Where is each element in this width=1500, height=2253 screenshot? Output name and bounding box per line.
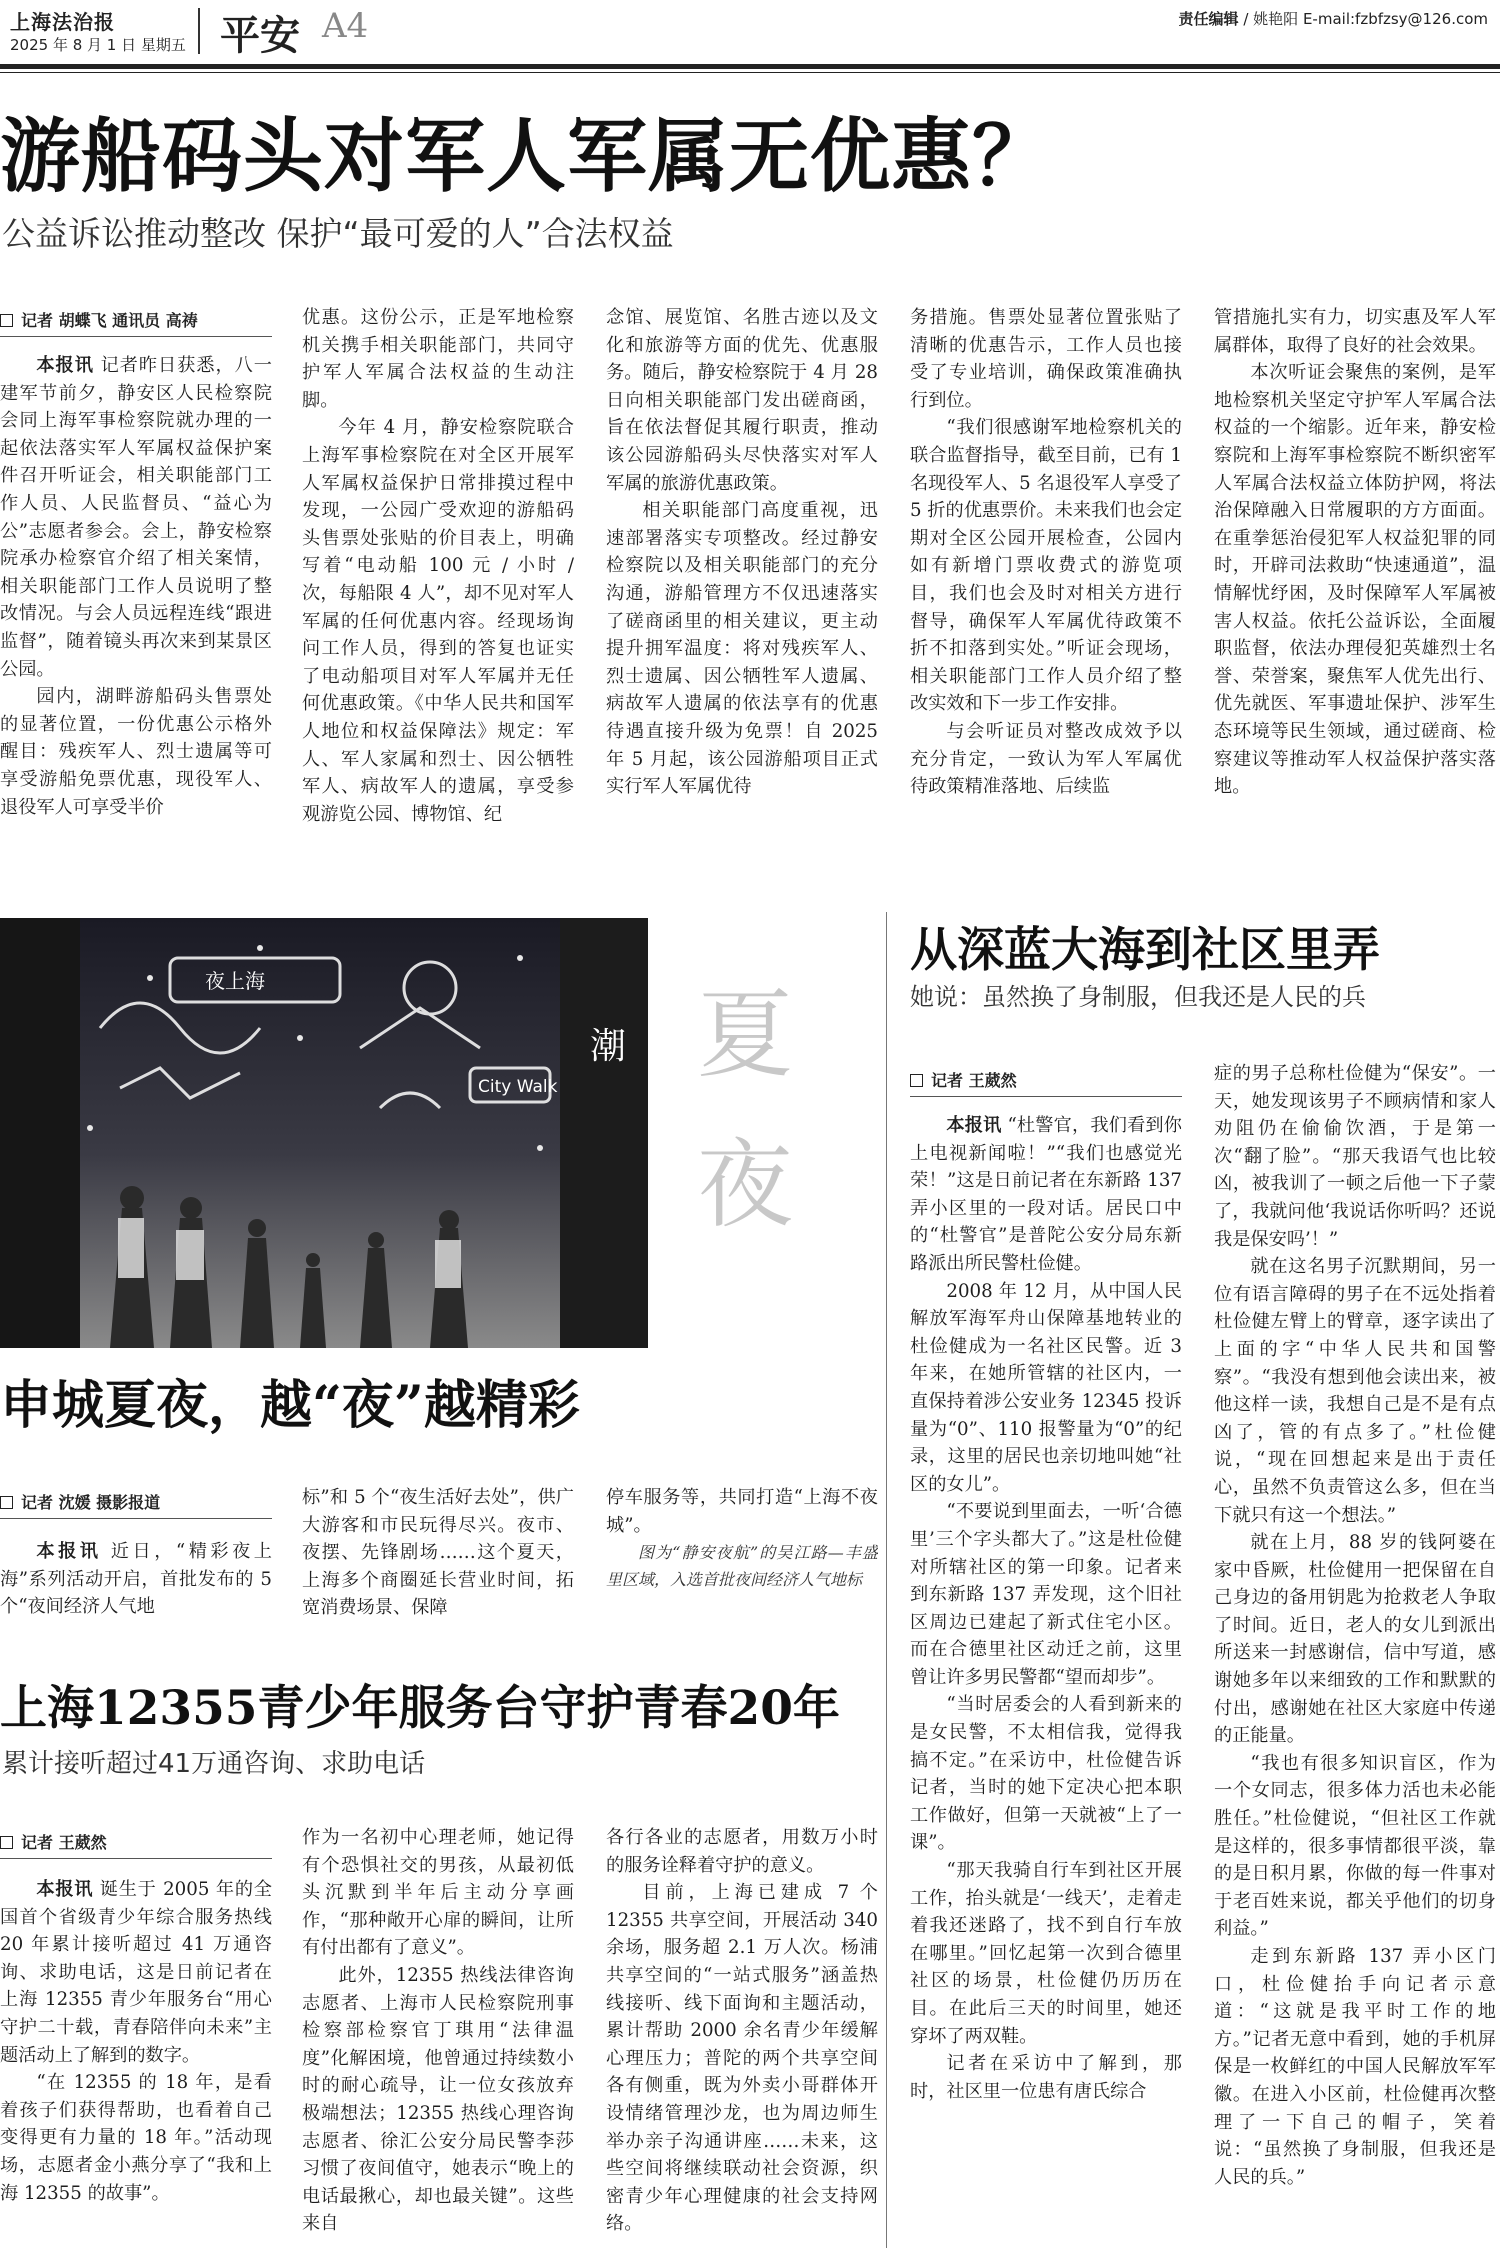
paragraph: 走到东新路 137 弄小区门口，杜俭健抬手向记者示意道：“这就是我平时工作的地方。”记者无意中看到，她的手机屏保是一枚鲜红的中国人民解放军军徽。在进入小区前，杜俭健再次整理了一下自己的帽子，笑着说：“虽然换了身制服，但我还是人民的兵。”	[1214, 1946, 1496, 2188]
paragraph: 就在上月，88 岁的钱阿婆在家中昏厥，杜俭健用一把保留在自己身边的备用钥匙为抢救老人争取了时间。近日，老人的女儿到派出所送来一封感谢信，信中写道，感谢她多年以来细致的工作和默默的付出，感谢她在社区大家庭中传递的正能量。	[1214, 1532, 1496, 1747]
paragraph-text: “杜警官，我们看到你上电视新闻啦！”“我们也感觉光荣！”这是日前记者在东新路 137 弄小区里的一段对话。居民口中的“杜警官”是普陀公安分局东新路派出所民警杜俭健。	[910, 1115, 1182, 1274]
story3-col2	[302, 1824, 574, 2248]
lead-label: 本报讯	[946, 1115, 1002, 1136]
byline-rule	[910, 1096, 1182, 1097]
paragraph	[910, 1112, 1182, 1278]
story1-headline: 游船码头对军人军属无优惠？	[0, 109, 1053, 203]
paragraph	[0, 1876, 272, 2069]
byline-box-icon	[910, 1074, 923, 1087]
newspaper-name: 上海法治报	[10, 10, 115, 34]
story2-col3	[606, 1484, 878, 1624]
paragraph: 各行各业的志愿者，用数万小时的服务诠释着守护的意义。	[606, 1827, 878, 1876]
story2-byline	[0, 1490, 160, 1513]
paragraph: 园内，湖畔游船码头售票处的显著位置，一份优惠公示格外醒目：残疾军人、烈士遗属等可享受游船免票优惠，现役军人、退役军人可享受半价	[0, 686, 272, 818]
story1-col4	[910, 304, 1182, 872]
paragraph: 念馆、展览馆、名胜古迹以及文化和旅游等方面的优先、优惠服务。随后，静安检察院于 4 月 28 日向相关职能部门发出磋商函，旨在依法督促其履行职责，推动该公园游船码头尽快落实对军人军属的旅游优惠政策。	[606, 307, 878, 494]
paragraph-text: 诞生于 2005 年的全国首个省级青少年综合服务热线 20 年累计接听超过 41 万通咨询、求助电话，这是日前记者在上海 12355 青少年服务台“用心守护二十载，青春陪伴向未来”主题活动上了解到的数字。	[0, 1879, 272, 2066]
story1-col3	[606, 304, 878, 872]
paragraph: 2008 年 12 月，从中国人民解放军海军舟山保障基地转业的杜俭健成为一名社区民警。近 3 年来，在她所管辖的社区内，一直保持着涉公安业务 12345 投诉量为“0”、110 报警量为“0”的纪录，这里的居民也亲切地叫她“社区的女儿”。	[910, 1280, 1182, 1495]
story2-headline: 申城夏夜，越“夜”越精彩	[0, 1375, 580, 1436]
paragraph: “不要说到里面去，一听‘合德里’三个字头都大了。”这是杜俭健对所辖社区的第一印象。记者来到东新路 137 弄发现，这个旧社区周边已建起了新式住宅小区。而在合德里社区动迁之前，这里曾让许多男民警都“望而却步”。	[910, 1501, 1182, 1688]
story3-col3	[606, 1824, 878, 2248]
paragraph: 管措施扎实有力，切实惠及军人军属群体，取得了良好的社会效果。	[1214, 307, 1496, 356]
issue-date: 2025 年 8 月 1 日 星期五	[10, 36, 186, 54]
byline-box-icon	[0, 1836, 13, 1849]
paragraph	[0, 352, 272, 683]
editor-info	[1179, 8, 1488, 29]
photo-caption: 图为“静安夜航”的吴江路—丰盛里区域，入选首批夜间经济人气地标	[606, 1543, 878, 1590]
paragraph: 作为一名初中心理老师，她记得有个恐惧社交的男孩，从最初低头沉默到半年后主动分享画作，“那种敞开心扉的瞬间，让所有付出都有了意义”。	[302, 1827, 574, 1959]
masthead-rule-thin	[0, 72, 1500, 73]
paragraph: 相关职能部门高度重视，迅速部署落实专项整改。经过静安检察院以及相关职能部门的充分沟通，游船管理方不仅迅速落实了磋商函里的相关建议，更主动提升拥军温度：将对残疾军人、烈士遗属、因公牺牲军人遗属、病故军人遗属的依法享有的优惠待遇直接升级为免票！自 2025 年 5 月起，该公园游船项目正式实行军人军属优待	[606, 500, 878, 798]
paragraph: 停车服务等，共同打造“上海不夜城”。	[606, 1487, 878, 1536]
paragraph: 优惠。这份公示，正是军地检察机关携手相关职能部门，共同守护军人军属合法权益的生动注脚。	[302, 307, 574, 411]
byline-box-icon	[0, 1496, 13, 1509]
paragraph: “我们很感谢军地检察机关的联合监督指导，截至目前，已有 1 名现役军人、5 名退役军人享受了 5 折的优惠票价。未来我们也会定期对全区公园开展检查，公园内如有新增门票收费式的游览项目，我们也会及时对相关方进行督导，确保军人军属优待政策不折不扣落到实处。”听证会现场，相关职能部门工作人员介绍了整改实效和下一步工作安排。	[910, 417, 1182, 715]
story2-col2	[302, 1484, 574, 1622]
night-street-photo	[0, 918, 648, 1348]
story3-headline: 上海12355青少年服务台守护青春20年	[0, 1681, 840, 1736]
paragraph: “那天我骑自行车到社区开展工作，抬头就是‘一线天’，走着走着我还迷路了，找不到自行车放在哪里。”回忆起第一次到合德里社区的场景，杜俭健仍历历在目。在此后三天的时间里，她还穿坏了两双鞋。	[910, 1860, 1182, 2047]
neon-sign-2: 夜上海	[205, 969, 265, 993]
paragraph: 与会听证员对整改成效予以充分肯定，一致认为军人军属优待政策精准落地、后续监	[910, 720, 1182, 798]
paragraph-text: 记者昨日获悉，八一建军节前夕，静安区人民检察院会同上海军事检察院就办理的一起依法落实军人军属权益保护案件召开听证会，相关职能部门工作人员、人民监督员、“益心为公”志愿者参会。会上，静安检察院承办检察官介绍了相关案情，相关职能部门工作人员说明了整改情况。与会人员远程连线“跟进监督”，随着镜头再次来到某景区公园。	[0, 355, 272, 680]
paragraph: 症的男子总称杜俭健为“保安”。一天，她发现该男子不顾病情和家人劝阻仍在偷偷饮酒，于是第一次“翻了脸”。“那天我语气也比较凶，被我训了一顿之后他一下子蒙了，我就问他‘我说话你听吗？还说我是保安吗’！”	[1214, 1063, 1496, 1250]
photo-illustration	[0, 918, 648, 1348]
story1-col5	[1214, 304, 1496, 872]
paragraph: 就在这名男子沉默期间，另一位有语言障碍的男子在不远处指着杜俭健左臂上的臂章，逐字读出了上面的字“中华人民共和国警察”。“我没有想到他会读出来，被他这样一读，我想自己是不是有点凶了，管的有点多了。”杜俭健说，“现在回想起来是出于责任心，虽然不负责管这么多，但在当下就只有这一个想法。”	[1214, 1256, 1496, 1526]
paragraph: 务措施。售票处显著位置张贴了清晰的优惠告示，工作人员也接受了专业培训，确保政策准确执行到位。	[910, 307, 1182, 411]
byline-rule	[0, 336, 272, 337]
editor-divider: /	[1243, 10, 1254, 28]
story4-headline: 从深蓝大海到社区里弄	[910, 923, 1380, 978]
story4-subhead: 她说：虽然换了身制服，但我还是人民的兵	[910, 983, 1366, 1011]
paragraph: 今年 4 月，静安检察院联合上海军事检察院在对全区开展军人军属权益保护日常排摸过程中发现，一公园广受欢迎的游船码头售票处张贴的价目表上，明确写着“电动船 100 元 / 小时 / 次，每船限 4 人”，却不见对军人军属的任何优惠内容。经现场询问工作人员，得到的答复也证实了电动船项目对军人军属并无任何优惠政策。《中华人民共和国军人地位和权益保障法》规定：军人、军人家属和烈士、因公牺牲军人、病故军人的遗属，享受参观游览公园、博物馆、纪	[302, 417, 574, 825]
story4-byline-text: 记者 王葳然	[931, 1071, 1017, 1090]
page-number: A4	[322, 6, 369, 46]
editor-label: 责任编辑	[1178, 10, 1239, 28]
editor-email: E-mail:fzbfzsy@126.com	[1302, 10, 1488, 28]
column-divider	[886, 912, 887, 2248]
paragraph: “我也有很多知识盲区，作为一个女同志，很多体力活也未必能胜任。”杜俭健说，“但社区工作就是这样的，很多事情都很平淡，靠的是日积月累，你做的每一件事对于老百姓来说，都关乎他们的切身利益。”	[1214, 1752, 1496, 1940]
story3-byline-text: 记者 王葳然	[21, 1833, 107, 1852]
paragraph: 本次听证会聚焦的案例，是军地检察机关坚定守护军人军属合法权益的一个缩影。近年来，静安检察院和上海军事检察院不断织密军人军属合法权益立体防护网，将法治保障融入日常履职的方方面面。在重拳惩治侵犯军人权益犯罪的同时，开辟司法救助“快速通道”，温情解忧纾困，及时保障军人军属被害人权益。依托公益诉讼，全面履职监督，依法办理侵犯英雄烈士名誉、荣誉案，聚焦军人优先出行、优先就医、军事遗址保护、涉军生态环境等民生领域，通过磋商、检察建议等推动军人权益保护落实落地。	[1214, 362, 1496, 798]
story2-byline-text: 记者 沈媛 摄影报道	[21, 1493, 161, 1512]
editor-name: 姚艳阳	[1253, 10, 1299, 28]
story2-col1	[0, 1538, 272, 1622]
story3-col1	[0, 1876, 272, 2248]
paragraph: 目前，上海已建成 7 个 12355 共享空间，开展活动 340 余场，服务超 2.1 万人次。杨浦共享空间的“一站式服务”涵盖热线接听、线下面询和主题活动，累计帮助 2000 余名青少年缓解心理压力；普陀的两个共享空间各有侧重，既为外卖小哥群体开设情绪管理沙龙，也为周边师生举办亲子沟通讲座……未来，这些空间将继续联动社会资源，织密青少年心理健康的社会支持网络。	[606, 1882, 878, 2235]
paragraph: 记者在采访中了解到，那时，社区里一位患有唐氏综合	[910, 2053, 1182, 2102]
summer-night-calligraphy: 夏夜	[697, 979, 793, 1241]
neon-sign-3: 潮	[590, 1026, 627, 1067]
story4-col1	[910, 1112, 1182, 2248]
lead-label: 本报讯	[36, 355, 94, 376]
masthead-rule-thick	[0, 64, 1500, 69]
paragraph-text: 近日，“精彩夜上海”系列活动开启，首批发布的 5 个“夜间经济人气地	[0, 1541, 272, 1618]
neon-sign-1: City Walk	[478, 1077, 558, 1097]
paragraph: 标”和 5 个“夜生活好去处”，供广大游客和市民玩得尽兴。夜市、夜摆、先锋剧场……这个夏天，上海多个商圈延长营业时间，拓宽消费场景、保障	[302, 1487, 574, 1619]
story3-byline	[0, 1830, 107, 1853]
story3-subhead: 累计接听超过41万通咨询、求助电话	[2, 1749, 426, 1779]
story1-col2	[302, 304, 574, 872]
paragraph	[0, 1538, 272, 1621]
paragraph: “在 12355 的 18 年，是看着孩子们获得帮助，也看着自己变得更有力量的 18 年。”活动现场，志愿者金小燕分享了“我和上海 12355 的故事”。	[0, 2072, 272, 2204]
byline-rule	[0, 1518, 272, 1519]
story1-byline	[0, 308, 198, 331]
story1-col1	[0, 352, 272, 872]
story4-col2	[1214, 1060, 1496, 2248]
lead-label: 本报讯	[36, 1541, 102, 1562]
section-name: 平安	[220, 13, 300, 59]
story1-byline-text: 记者 胡蝶飞 通讯员 高祷	[21, 311, 198, 330]
story4-byline	[910, 1068, 1017, 1091]
masthead	[0, 0, 1500, 60]
byline-box-icon	[0, 314, 13, 327]
paragraph: “当时居委会的人看到新来的是女民警，不太相信我，觉得我搞不定。”在采访中，杜俭健告诉记者，当时的她下定决心把本职工作做好，但第一天就被“上了一课”。	[910, 1694, 1182, 1854]
story1-subhead: 公益诉讼推动整改 保护“最可爱的人”合法权益	[2, 214, 674, 253]
paragraph: 此外，12355 热线法律咨询志愿者、上海市人民检察院刑事检察部检察官丁琪用“法律温度”化解困境，他曾通过持续数小时的耐心疏导，让一位女孩放弃极端想法；12355 热线心理咨询志愿者、徐汇公安分局民警李莎习惯了夜间值守，她表示“晚上的电话最揪心，却也最关键”。这些来自	[302, 1964, 574, 2235]
lead-label: 本报讯	[36, 1879, 94, 1900]
masthead-separator	[198, 8, 200, 54]
byline-rule	[0, 1858, 272, 1859]
